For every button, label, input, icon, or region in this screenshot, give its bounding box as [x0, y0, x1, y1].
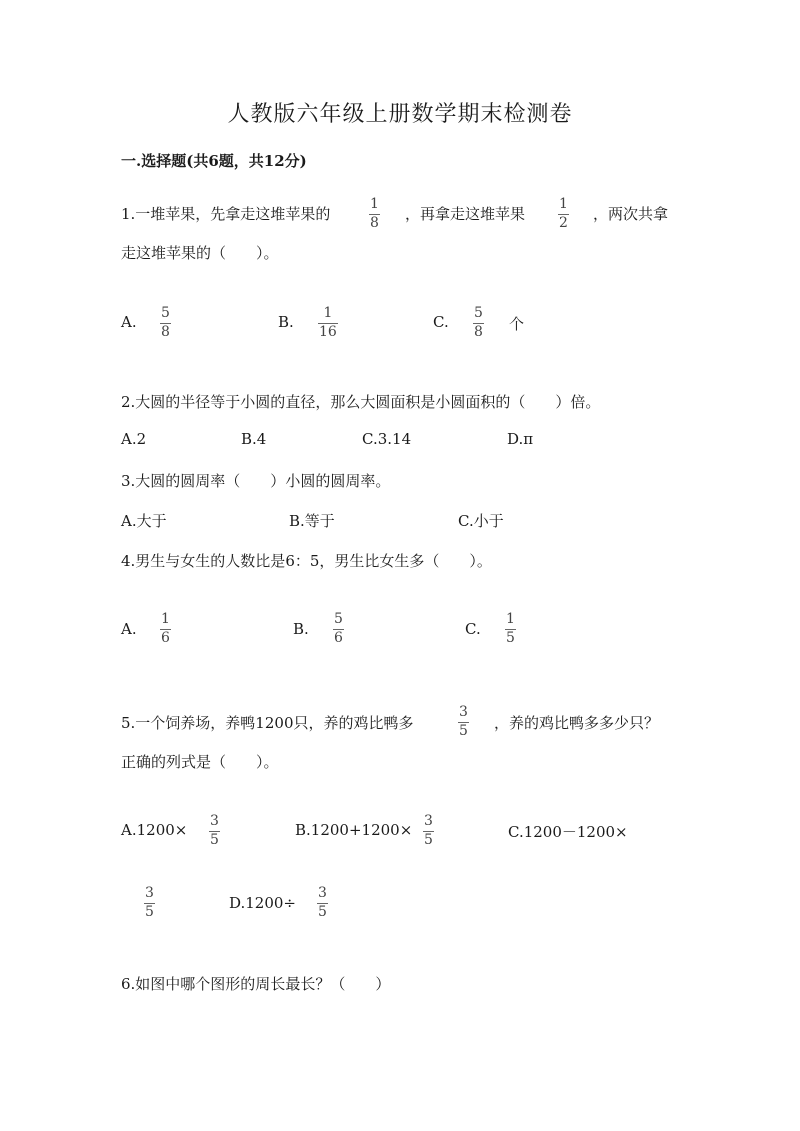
q5-text-part2: ，养的鸡比鸭多多少只？	[494, 714, 660, 732]
fraction-denominator: 2	[559, 215, 568, 231]
q1-option-b-fraction	[318, 306, 338, 340]
q2-option-b: B.4	[241, 430, 267, 448]
q5-text-line2: 正确的列式是（ ）。	[121, 753, 279, 771]
q1-text-line2: 走这堆苹果的（ ）。	[121, 244, 279, 262]
q5-option-a-fraction	[209, 814, 220, 848]
q1-text-part3: ，两次共拿	[593, 205, 669, 223]
q1-text-part1: 1.一堆苹果，先拿走这堆苹果的	[121, 205, 331, 223]
q1-fraction-1	[369, 197, 380, 231]
fraction-denominator: 8	[161, 324, 170, 340]
fraction-numerator: 3	[459, 704, 468, 720]
q5-option-b-fraction	[423, 814, 434, 848]
fraction-denominator: 5	[318, 904, 327, 920]
q5-text-part1: 5.一个饲养场，养鸭1200只，养的鸡比鸭多	[121, 714, 414, 732]
fraction-denominator: 8	[370, 215, 379, 231]
q1-option-c-suffix: 个	[509, 315, 525, 333]
q1-option-a-fraction	[160, 306, 171, 340]
fraction-denominator: 5	[459, 723, 468, 739]
fraction-numerator: 1	[559, 196, 568, 212]
q5-option-b-label: B.1200+1200×	[295, 821, 413, 839]
q2-option-a: A.2	[121, 430, 147, 448]
fraction-denominator: 6	[161, 630, 170, 646]
q4-option-a-label: A.	[121, 620, 137, 638]
fraction-denominator: 16	[319, 324, 337, 340]
q5-option-d-fraction	[317, 886, 328, 920]
q3-option-b: B.等于	[289, 512, 335, 530]
q6-text: 6.如图中哪个图形的周长最长？（ ）	[121, 975, 391, 993]
q1-option-c-fraction	[473, 306, 484, 340]
fraction-denominator: 5	[424, 832, 433, 848]
fraction-denominator: 8	[474, 324, 483, 340]
fraction-numerator: 5	[161, 305, 170, 321]
fraction-numerator: 5	[334, 611, 343, 627]
fraction-numerator: 1	[506, 611, 515, 627]
q3-option-a: A.大于	[121, 512, 167, 530]
q1-option-b-label: B.	[278, 313, 294, 331]
q5-option-c-label: C.1200－1200×	[508, 823, 628, 841]
fraction-numerator: 1	[323, 305, 333, 321]
fraction-denominator: 6	[334, 630, 343, 646]
q1-option-c-label: C.	[433, 313, 449, 331]
q4-option-b-label: B.	[293, 620, 309, 638]
section-heading: 一.选择题(共6题，共12分)	[121, 152, 307, 170]
page-title: 人教版六年级上册数学期末检测卷	[227, 102, 573, 127]
fraction-denominator: 5	[145, 904, 154, 920]
q2-text: 2.大圆的半径等于小圆的直径，那么大圆面积是小圆面积的（ ）倍。	[121, 393, 601, 411]
q5-option-a-label: A.1200×	[121, 821, 188, 839]
fraction-numerator: 1	[370, 196, 379, 212]
q5-option-d-label: D.1200÷	[229, 894, 297, 912]
fraction-denominator: 5	[210, 832, 219, 848]
fraction-numerator: 3	[145, 885, 154, 901]
q3-text: 3.大圆的圆周率（ ）小圆的圆周率。	[121, 472, 391, 490]
q4-option-b-fraction	[333, 612, 344, 646]
q5-fraction	[458, 705, 469, 739]
q4-text: 4.男生与女生的人数比是6：5，男生比女生多（ ）。	[121, 552, 492, 570]
q3-option-c: C.小于	[458, 512, 504, 530]
fraction-numerator: 1	[161, 611, 170, 627]
q4-option-a-fraction	[160, 612, 171, 646]
q1-text-part2: ，再拿走这堆苹果	[405, 205, 526, 223]
q5-option-c-fraction	[144, 886, 155, 920]
q2-option-d: D.π	[507, 430, 534, 448]
q4-option-c-fraction	[505, 612, 516, 646]
fraction-numerator: 5	[474, 305, 483, 321]
q1-option-a-label: A.	[121, 313, 137, 331]
q2-option-c: C.3.14	[362, 430, 412, 448]
fraction-numerator: 3	[210, 813, 219, 829]
fraction-denominator: 5	[506, 630, 515, 646]
fraction-numerator: 3	[424, 813, 433, 829]
q1-fraction-2	[558, 197, 569, 231]
q4-option-c-label: C.	[465, 620, 481, 638]
fraction-numerator: 3	[318, 885, 327, 901]
